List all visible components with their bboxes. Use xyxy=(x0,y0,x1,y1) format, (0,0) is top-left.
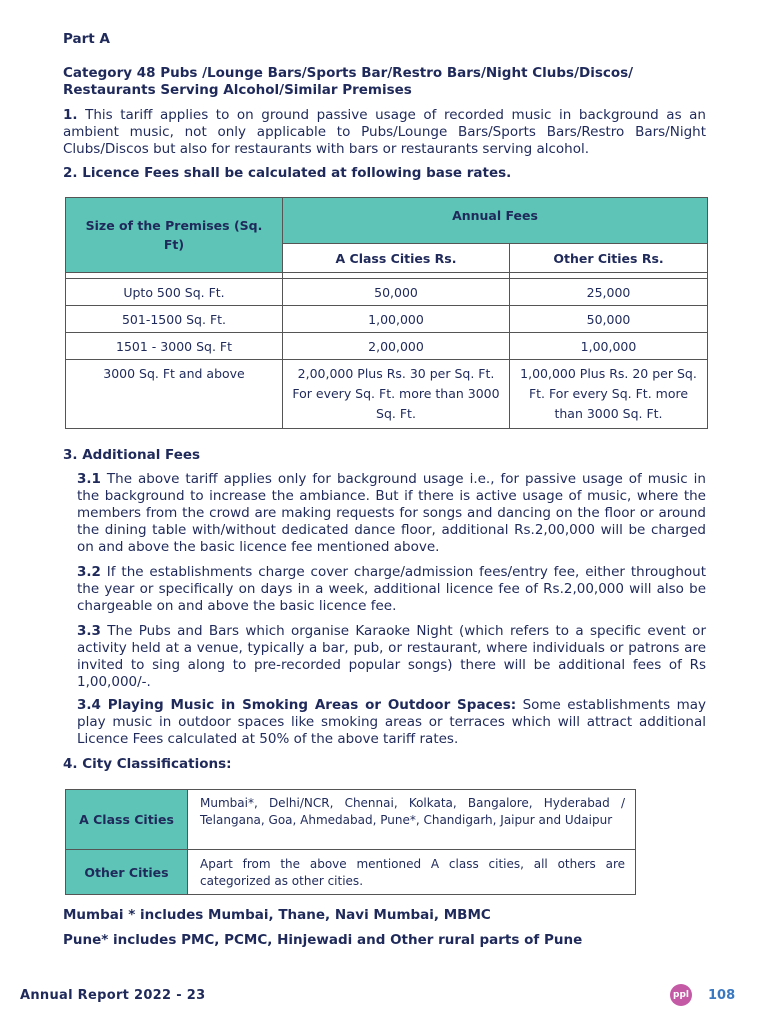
section-3-2-text: If the establishments charge cover charge/admission fees/entry fee, either throughout the year or specifically on days in a week, additional licence fee of Rs.2,00,000 will also be chargeable on and above the basic licence fee. xyxy=(77,564,706,614)
section-1-paragraph xyxy=(63,107,706,158)
table-row xyxy=(66,306,708,333)
other-fee-cell: 25,000 xyxy=(510,279,708,306)
a-class-fee-cell: 2,00,000 xyxy=(283,333,510,360)
table-row xyxy=(66,850,636,895)
mumbai-note: Mumbai * includes Mumbai, Thane, Navi Mumbai, MBMC xyxy=(63,907,491,923)
table-row xyxy=(66,360,708,429)
licence-fee-table xyxy=(65,197,708,429)
a-class-fee-cell: 50,000 xyxy=(283,279,510,306)
other-cities-label: Other Cities xyxy=(66,850,188,895)
part-title: Part A xyxy=(63,31,110,47)
table-row xyxy=(66,279,708,306)
section-2-heading: 2. Licence Fees shall be calculated at following base rates. xyxy=(63,165,512,181)
section-3-3-text: The Pubs and Bars which organise Karaoke Night (which refers to a specific event or activity held at a venue, typically a bar, pub, or restaurant, where individuals or patrons are invited to sing along to pre-recorded popular songs) there will be additional fees of Rs 1,00,000/-. xyxy=(77,623,706,690)
section-3-4-text: Some establishments may play music in outdoor spaces like smoking areas or terraces which will attract additional Licence Fees calculated at 50% of the above tariff rates. xyxy=(77,697,706,747)
pune-note: Pune* includes PMC, PCMC, Hinjewadi and Other rural parts of Pune xyxy=(63,932,583,948)
category-title: Category 48 Pubs /Lounge Bars/Sports Bar/Restro Bars/Night Clubs/Discos/ Restaurants Serving Alcohol/Similar Premises xyxy=(63,65,634,98)
page-number: 108 xyxy=(708,988,736,1003)
section-3-1-text: The above tariff applies only for background usage i.e., for passive usage of music in the background to increase the ambiance. But if there is active usage of music, where the members from the crowd are making requests for songs and dancing on the floor or around the dining table with/without dedicated dance floor, additional Rs.2,00,000 will be charged on and above the basic licence fee mentioned above. xyxy=(77,471,706,555)
a-class-cities-label: A Class Cities xyxy=(66,790,188,850)
other-fee-cell: 1,00,000 Plus Rs. 20 per Sq. Ft. For every Sq. Ft. more than 3000 Sq. Ft. xyxy=(510,360,708,429)
section-3-3-paragraph xyxy=(77,623,706,691)
size-cell: 1501 - 3000 Sq. Ft xyxy=(66,333,283,360)
section-4-heading: 4. City Classifications: xyxy=(63,756,232,772)
a-class-fee-cell: 2,00,000 Plus Rs. 30 per Sq. Ft. For every Sq. Ft. more than 3000 Sq. Ft. xyxy=(283,360,510,429)
section-1-number: 1. xyxy=(63,107,78,123)
section-3-1-paragraph xyxy=(77,471,706,556)
section-3-4-number: 3.4 xyxy=(77,697,101,713)
table-row xyxy=(66,333,708,360)
section-3-4-heading: Playing Music in Smoking Areas or Outdoor Spaces: xyxy=(100,697,517,713)
header-other-cities: Other Cities Rs. xyxy=(510,244,708,273)
size-cell: 3000 Sq. Ft and above xyxy=(66,360,283,429)
section-3-4-paragraph xyxy=(77,697,706,748)
other-cities-value: Apart from the above mentioned A class cities, all others are categorized as other cities. xyxy=(188,850,636,895)
footer-report-title: Annual Report 2022 - 23 xyxy=(20,988,206,1003)
table-row xyxy=(66,790,636,850)
size-cell: Upto 500 Sq. Ft. xyxy=(66,279,283,306)
section-3-heading: 3. Additional Fees xyxy=(63,447,201,463)
city-classification-table xyxy=(65,789,636,895)
header-annual-fees: Annual Fees xyxy=(283,198,708,244)
section-3-2-paragraph xyxy=(77,564,706,615)
header-size-of-premises: Size of the Premises (Sq. Ft) xyxy=(66,198,283,273)
other-fee-cell: 50,000 xyxy=(510,306,708,333)
header-a-class-cities: A Class Cities Rs. xyxy=(283,244,510,273)
ppl-logo-icon: ppl xyxy=(670,984,692,1006)
section-3-1-number: 3.1 xyxy=(77,471,101,487)
a-class-fee-cell: 1,00,000 xyxy=(283,306,510,333)
section-1-text: This tariff applies to on ground passive usage of recorded music in background as an ambient music, not only applicable to Pubs/Lounge Bars/Sports Bars/Restro Bars/Night Clubs/Discos but also for restaurants with bars or restaurants serving alcohol. xyxy=(63,107,706,157)
section-3-3-number: 3.3 xyxy=(77,623,101,639)
other-fee-cell: 1,00,000 xyxy=(510,333,708,360)
size-cell: 501-1500 Sq. Ft. xyxy=(66,306,283,333)
section-3-2-number: 3.2 xyxy=(77,564,101,580)
a-class-cities-value: Mumbai*, Delhi/NCR, Chennai, Kolkata, Bangalore, Hyderabad / Telangana, Goa, Ahmedabad, Pune*, Chandigarh, Jaipur and Udaipur xyxy=(188,790,636,850)
